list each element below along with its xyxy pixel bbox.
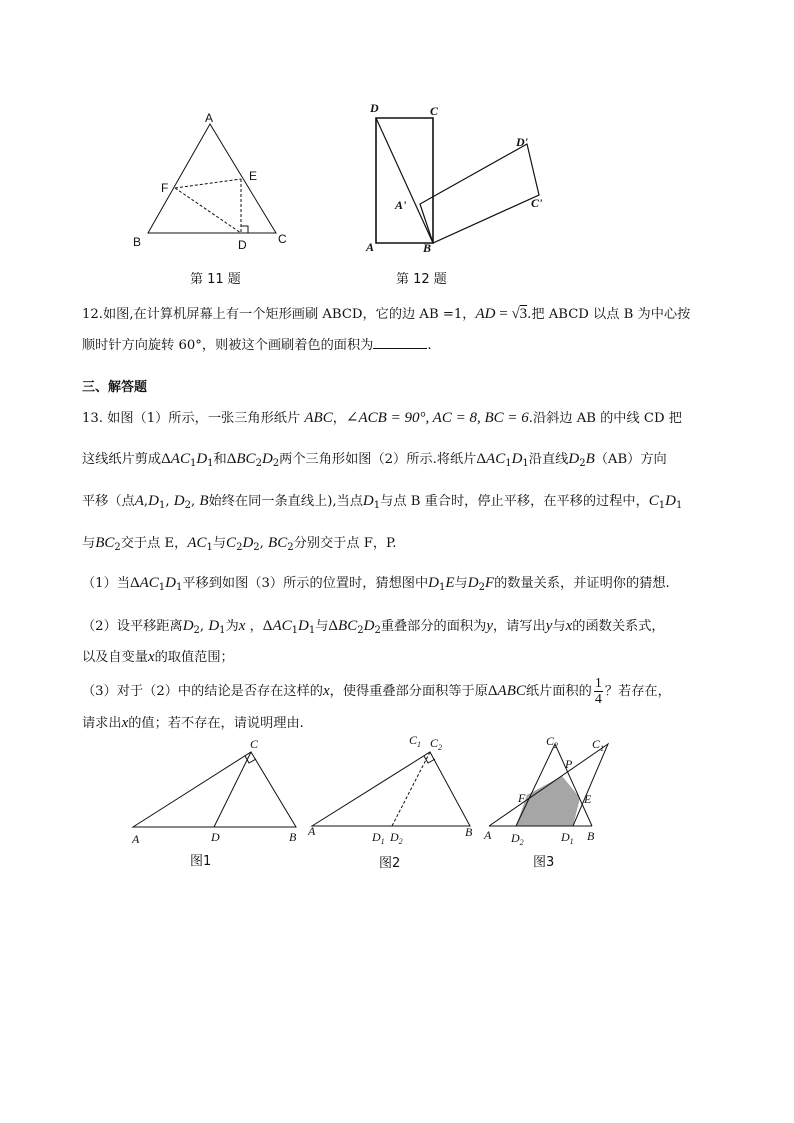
question-13-part-3-line-1: （3）对于（2）中的结论是否存在这样的x，使得重叠部分面积等于原ΔABC纸片面积的 $\frac{1}{4}$ ？若存在， bbox=[82, 676, 671, 707]
label-c: C bbox=[278, 232, 287, 246]
label-d1: $D_1$ bbox=[372, 830, 385, 846]
label-e: E bbox=[249, 169, 258, 183]
label-b: B bbox=[423, 241, 432, 255]
label-e: E bbox=[584, 792, 592, 806]
answer-blank bbox=[373, 336, 427, 349]
label-c: C bbox=[250, 737, 259, 751]
figure-2-caption: 图2 bbox=[379, 856, 401, 871]
question-13-line-4: 与$BC_2$交于点 E，$AC_1$与$C_2D_2$, $BC_2$分别交于点 F，P. bbox=[82, 535, 397, 553]
label-a-prime: A' bbox=[395, 198, 407, 212]
label-a: A bbox=[308, 824, 316, 838]
label-b: B bbox=[587, 829, 595, 843]
label-c: C bbox=[430, 104, 439, 118]
label-a: A bbox=[366, 240, 375, 254]
figure-12-caption: 第 12 题 bbox=[396, 272, 447, 287]
figure-12 bbox=[360, 98, 560, 258]
label-d: D bbox=[238, 238, 247, 252]
label-c-prime: C' bbox=[531, 196, 543, 210]
figure-1-caption: 图1 bbox=[190, 854, 212, 869]
question-13-part-2-line-1: （2）设平移距离$D_2$, $D_1$为x ，$\Delta AC_1D_1$与$\Delta BC_2D_2$重叠部分的面积为y，请写出y与x的函数关系式， bbox=[82, 618, 665, 636]
figure-1 bbox=[128, 735, 308, 850]
label-f: F bbox=[518, 791, 526, 805]
label-p: P bbox=[565, 757, 573, 771]
figure-11 bbox=[130, 110, 300, 260]
diagonal-db bbox=[376, 118, 433, 243]
label-d: D bbox=[211, 830, 220, 844]
question-13-line-2: 这线纸片剪成$\Delta AC_1D_1$和$\Delta BC_2D_2$两个三角形如图（2）所示.将纸片$\Delta AC_1D_1$沿直线$D_2B(AB)$方向 bbox=[82, 451, 667, 469]
label-f: F bbox=[161, 181, 169, 195]
label-d1: $D_1$ bbox=[561, 830, 574, 846]
figure-11-caption: 第 11 题 bbox=[190, 272, 241, 287]
figure-3-caption: 图3 bbox=[533, 855, 555, 870]
label-b: B bbox=[465, 825, 473, 839]
triangle-abc bbox=[133, 752, 296, 827]
question-12-line-1: 12.如图,在计算机屏幕上有一个矩形画刷 ABCD，它的边 AB =1，AD = √3.把 ABCD 以点 B 为中心按 bbox=[82, 306, 691, 322]
label-a: A bbox=[132, 832, 140, 846]
question-13-part-2-line-2: 以及自变量x的取值范围； bbox=[82, 649, 234, 665]
question-12-line-2: 顺时针方向旋转 60°，则被这个画刷着色的面积为 . bbox=[82, 338, 432, 353]
question-13-part-1: （1）当$\Delta AC_1D_1$平移到如图（3）所示的位置时，猜想图中$D_1E$与$D_2F$的数量关系，并证明你的猜想. bbox=[82, 575, 670, 593]
label-c2: $C_2$ bbox=[430, 736, 443, 752]
dashed-cut bbox=[392, 752, 430, 826]
label-c2: $C_2$ bbox=[546, 734, 559, 750]
label-c1: $C_1$ bbox=[592, 737, 605, 753]
question-13-part-3-line-2: 请求出x的值；若不存在，请说明理由. bbox=[82, 715, 304, 731]
figure-3 bbox=[482, 732, 622, 854]
right-angle-mark bbox=[424, 756, 435, 763]
label-d-prime: D' bbox=[516, 135, 528, 149]
triangle-abc bbox=[312, 752, 470, 826]
figure-2 bbox=[300, 728, 490, 853]
label-d: D bbox=[370, 101, 379, 115]
right-angle-mark bbox=[241, 226, 248, 233]
label-d2: $D_2$ bbox=[390, 830, 403, 846]
section-title: 三、解答题 bbox=[82, 380, 148, 395]
label-b: B bbox=[133, 235, 142, 249]
label-a: A bbox=[205, 111, 214, 125]
question-13-line-1: 13. 如图（1）所示，一张三角形纸片 ABC，∠ACB = 90°, AC = 8, BC = 6.沿斜边 AB 的中线 CD 把 bbox=[82, 410, 682, 426]
rotated-rectangle bbox=[420, 144, 539, 243]
dashed-fe bbox=[175, 179, 241, 188]
label-b: B bbox=[289, 830, 297, 844]
question-13-line-3: 平移（点$A,D_1$, $D_2$, B始终在同一条直线上),当点$D_1$与点 B 重合时，停止平移，在平移的过程中，$C_1D_1$ bbox=[82, 493, 683, 511]
fraction-one-quarter: $\frac{1}{4}$ bbox=[594, 676, 602, 707]
dashed-fd bbox=[175, 188, 241, 233]
label-d2: $D_2$ bbox=[511, 831, 524, 847]
label-c1: $C_1$ bbox=[409, 733, 422, 749]
label-a: A bbox=[484, 828, 492, 842]
